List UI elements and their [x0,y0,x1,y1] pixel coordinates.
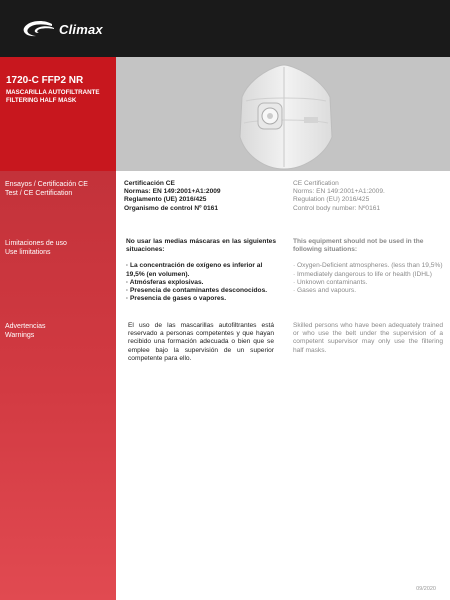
limitations-es-item: · Presencia de gases o vapores. [126,295,227,303]
product-code: 1720-C FFP2 NR [6,75,84,86]
header-bar [0,0,450,57]
product-photo [116,57,450,171]
limitations-en-item: · Oxygen-Deficient atmospheres. (less than 19,5%) [293,262,443,270]
limitations-es-intro: No usar las medias máscaras en las siguientes situaciones: [126,238,276,254]
certification-en-line: Norms: EN 149:2001+A1:2009. [293,188,385,196]
label-warnings-en: Warnings [5,332,35,339]
limitations-es [126,238,276,303]
certification-en-line: CE Certification [293,180,339,187]
climax-swoosh-icon [22,20,56,38]
brand-name: Climax [59,21,103,37]
limitations-es-item: · Presencia de contaminantes desconocidos. [126,287,268,295]
certification-es [124,180,274,213]
limitations-en [293,238,443,295]
limitations-en-item: · Gases and vapours. [293,287,357,295]
label-certification-en: Test / CE Certification [5,190,73,197]
certification-es-line: Organismo de control Nº 0161 [124,204,219,212]
mask-image [116,57,450,171]
certification-en-line: Regulation (EU) 2016/425 [293,196,370,204]
warnings-en: Skilled persons who have been adequately trained or who use the belt under the supervision of a competent supervisor may only use the filtering half masks. [293,322,443,354]
limitations-es-item: · Atmósferas explosivas. [126,278,204,286]
limitations-en-item: · Unknown contaminants. [293,278,368,286]
label-limitations [5,239,67,257]
label-limitations-es: Limitaciones de uso [5,240,67,247]
section-sidebar [0,171,116,600]
label-certification [5,180,88,198]
label-warnings [5,322,45,340]
brand-logo [22,18,103,40]
certification-es-line: Reglamento (UE) 2016/425 [124,196,207,204]
limitations-es-item: · La concentración de oxígeno es inferior al 19,5% (en volumen). [126,262,263,278]
certification-es-line: Certificación CE [124,180,175,187]
limitations-en-intro: This equipment should not be used in the following situations: [293,238,424,254]
warnings-es: El uso de las mascarillas autofiltrantes está reservado a personas competentes y que hayan recibido una formación adecuada o bien que se emplee bajo la supervisión de un superior competente para ello. [128,322,274,362]
certification-es-line: Normas: EN 149:2001+A1:2009 [124,188,221,196]
document-date: 09/2020 [416,586,436,592]
certification-en [293,180,443,213]
label-certification-es: Ensayos / Certificación CE [5,181,88,188]
certification-en-line: Control body number: Nº0161 [293,204,381,212]
limitations-en-item: · Immediately dangerous to life or health (IDHL) [293,270,432,278]
label-warnings-es: Advertencias [5,323,46,330]
product-name-es: MASCARILLA AUTOFILTRANTE [6,89,100,96]
product-name-en: FILTERING HALF MASK [6,97,77,104]
label-limitations-en: Use limitations [5,249,51,256]
